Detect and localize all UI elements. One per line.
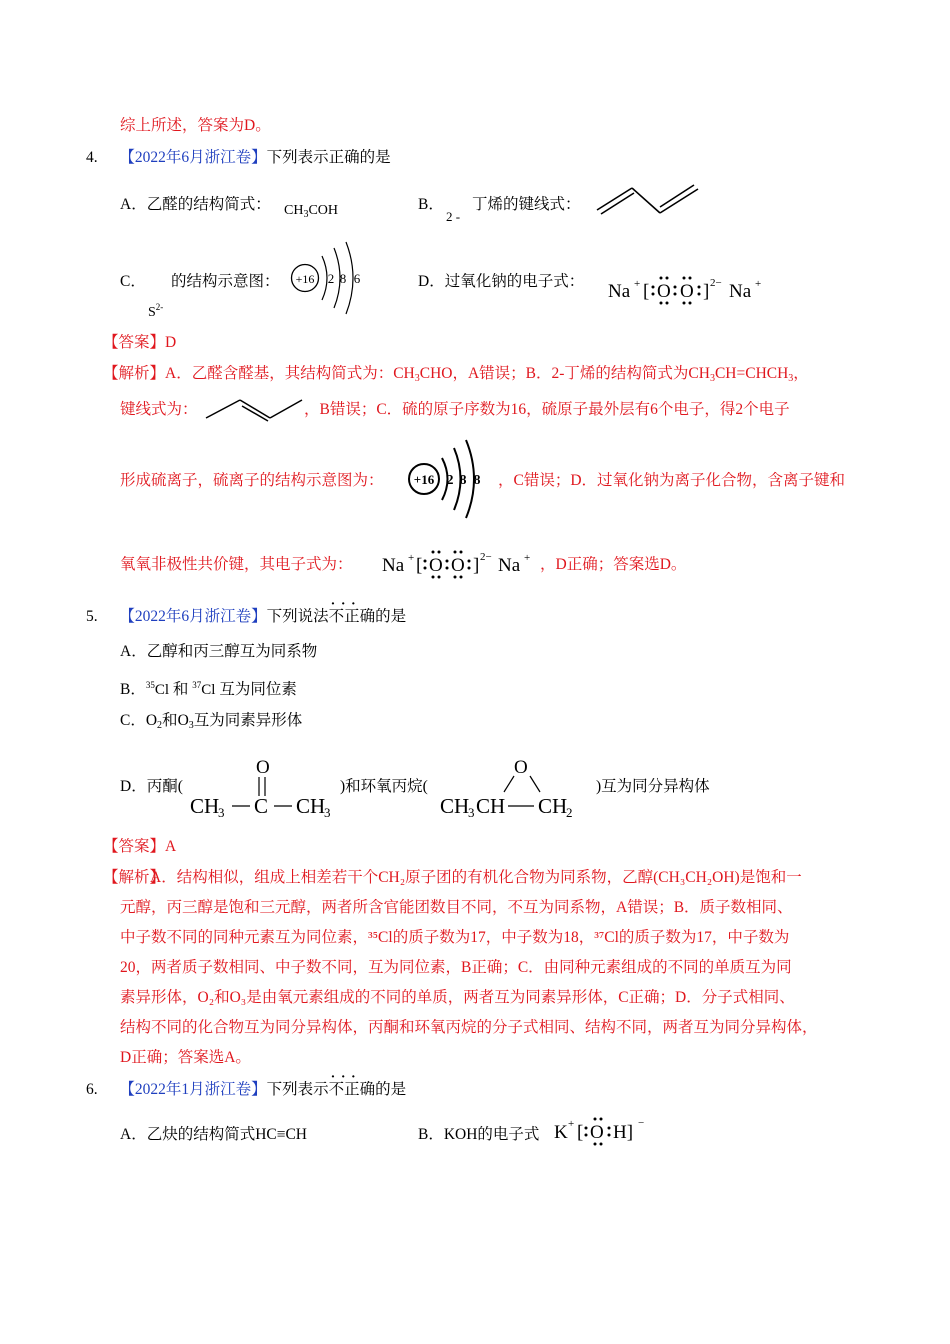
analysis-label: 【解析】 [103, 365, 166, 382]
q5-option-c: C．$O_2$和$O_3$互为同素异形体 [120, 712, 303, 731]
q5-analysis-line: 元醇，丙三醇是饱和三元醇，两者所含官能团数目不同，不互为同系物，A错误；B．质子数相同、 [120, 899, 793, 916]
emphasized-not-correct: · · · 不正确 [329, 1081, 376, 1098]
nucleus-label: +16 [413, 472, 435, 487]
svg-text:+: + [568, 1118, 575, 1130]
acetone-structure [188, 752, 338, 820]
svg-text:CH: CH [190, 794, 220, 818]
question-source: 【2022年6月浙江卷】 [119, 608, 267, 625]
svg-text:Na: Na [608, 281, 631, 302]
answer-value: D [165, 334, 177, 351]
shell-count: 8 [473, 473, 481, 488]
question-6-header: 6. 【2022年1月浙江卷】下列表示· · · 不正确的是 [86, 1080, 406, 1100]
shell-count: 6 [353, 271, 361, 286]
question-source: 【2022年1月浙江卷】 [119, 1081, 267, 1098]
butadiene-skeletal-structure [594, 183, 704, 215]
q4-answer [103, 333, 176, 353]
question-number: 4. [86, 149, 98, 166]
q5-analysis-line: 20，两者质子数相同、中子数不同，互为同位素，B正确；C．由同种元素组成的不同的单质互为同 [120, 959, 792, 976]
q4-option-b-label: B． [418, 196, 444, 213]
q4-analysis-line-1: 【解析】A．乙醛含醛基，其结构简式为：$CH_3CHO$，A错误；B．2-丁烯的结构简式为$CH_3CH=CHCH_3$， [103, 365, 809, 384]
svg-text:[: [ [416, 555, 423, 576]
svg-text:2−: 2− [480, 551, 492, 563]
q6-option-b: B．KOH的电子式 [418, 1126, 540, 1143]
q4-analysis-line-2b: ，B错误；C．硫的原子序数为16，硫原子最外层有6个电子，得2个电子 [304, 401, 790, 418]
question-4-header [86, 148, 391, 168]
q4-option-b-prefix: 2 - [446, 209, 461, 224]
2-butene-skeletal-structure [204, 394, 304, 422]
q4-option-a [120, 195, 271, 215]
question-stem: 下列表示 [266, 1081, 329, 1098]
svg-text:2−: 2− [710, 277, 722, 289]
q4-analysis-line-3a: 形成硫离子，硫离子的结构示意图为： [120, 472, 384, 489]
svg-text:O: O [256, 757, 270, 778]
q5-option-d-label: D．丙酮( [120, 778, 183, 795]
svg-text:+: + [755, 278, 762, 290]
q5-option-b: B．$^{35}$Cl 和 $^{37}$Cl 互为同位素 [120, 680, 297, 698]
svg-text:O: O [657, 281, 671, 302]
svg-text:C: C [254, 794, 269, 818]
q5-analysis-line: A．结构相似，组成上相差若干个CH₂原子团的有机化合物为同系物，乙醇(CH₃CH₂OH)是饱和一 [150, 869, 802, 886]
emphasized-not-correct: · · · 不正确 [329, 608, 376, 625]
question-number: 5. [86, 608, 98, 625]
q4-option-c-ion: $S^{2-}$ [148, 302, 164, 320]
svg-text:+: + [524, 552, 531, 564]
sodium-peroxide-electron-formula-answer [380, 544, 540, 584]
q5-option-d-end: )互为同分异构体 [596, 778, 710, 795]
q4-analysis-line-4b: ，D正确；答案选D。 [540, 556, 687, 573]
intro-conclusion: 综上所述，答案为D。 [120, 117, 271, 134]
question-5-header: 5. 【2022年6月浙江卷】下列说法· · · 不正确的是 [86, 607, 406, 627]
svg-text:3: 3 [218, 805, 225, 820]
svg-text:−: − [638, 1117, 645, 1129]
answer-value: A [165, 838, 177, 855]
svg-text:CH: CH [538, 794, 568, 818]
question-number: 6. [86, 1081, 98, 1098]
shell-count: 2 [327, 271, 335, 286]
answer-label: 【答案】 [103, 334, 166, 351]
svg-text:O: O [451, 555, 465, 576]
svg-text:Na: Na [729, 281, 752, 302]
shell-count: 2 [446, 473, 454, 488]
svg-text:CH: CH [440, 794, 470, 818]
shell-count: 8 [339, 271, 347, 286]
q4-option-d-label: D．过氧化钠的电子式： [418, 273, 585, 290]
q5-analysis-label: 【解析】 [103, 869, 166, 886]
q4-analysis-line-4a: 氧氧非极性共价键，其电子式为： [120, 556, 353, 573]
nucleus-label: +16 [295, 272, 315, 286]
svg-text:K: K [554, 1122, 568, 1143]
q4-option-a-formula: $CH_3COH$ [284, 203, 339, 220]
svg-text:O: O [680, 281, 694, 302]
propylene-oxide-structure [438, 752, 598, 820]
q4-option-c-text: 的结构示意图： [171, 273, 280, 290]
svg-text:CH: CH [476, 794, 506, 818]
sodium-peroxide-electron-formula [606, 270, 776, 310]
svg-text:CH: CH [296, 794, 326, 818]
q5-analysis-line: 结构不同的化合物互为同分异构体，丙酮和环氧丙烷的分子式相同、结构不同，两者互为同分异构体， [120, 1019, 818, 1036]
q5-answer [103, 837, 176, 857]
q4-analysis-line-2a: 键线式为： [120, 401, 198, 418]
svg-text:2: 2 [566, 805, 573, 820]
q4-option-c-label: C． [120, 273, 146, 290]
q4-option-b-text: 丁烯的键线式： [472, 196, 581, 213]
sulfide-ion-structure-diagram [404, 436, 500, 524]
question-source: 【2022年6月浙江卷】 [119, 149, 267, 166]
svg-text:+: + [408, 552, 415, 564]
q6-option-a: A．乙炔的结构简式HC≡CH [120, 1126, 307, 1143]
q5-analysis-line: 中子数不同的同种元素互为同位素，³⁵Cl的质子数为17，中子数为18，³⁷Cl的质子数为17，中子数为 [120, 929, 790, 946]
koh-electron-formula [552, 1112, 652, 1150]
q5-option-a: A．乙醇和丙三醇互为同系物 [120, 643, 318, 660]
q5-analysis-line: 素异形体，O₂和O₃是由氧元素组成的不同的单质，两者互为同素异形体，C正确；D．分子式相同、 [120, 989, 795, 1006]
q4-analysis-line-3b: ，C错误；D．过氧化钠为离子化合物，含离子键和 [498, 472, 846, 489]
svg-text:Na: Na [498, 555, 521, 576]
svg-text:O: O [514, 757, 528, 778]
shell-count: 8 [459, 473, 467, 488]
question-stem: 下列说法 [266, 608, 329, 625]
question-stem: 下列表示正确的是 [266, 149, 391, 166]
svg-text:H]: H] [613, 1122, 634, 1143]
q5-analysis-line: D正确；答案选A。 [120, 1049, 251, 1066]
svg-text:O: O [590, 1122, 604, 1143]
svg-text:[: [ [577, 1122, 584, 1143]
sulfur-atom-structure-diagram [288, 238, 372, 322]
q5-option-d-mid: )和环氧丙烷( [340, 778, 428, 795]
svg-text:Na: Na [382, 555, 405, 576]
svg-text:+: + [634, 278, 641, 290]
svg-text:3: 3 [324, 805, 331, 820]
svg-text:[: [ [643, 281, 650, 302]
svg-text:]: ] [703, 281, 710, 302]
option-label: A．乙醛的结构简式： [120, 196, 271, 213]
answer-label: 【答案】 [103, 838, 166, 855]
svg-text:3: 3 [468, 805, 475, 820]
svg-text:O: O [429, 555, 443, 576]
svg-text:]: ] [473, 555, 480, 576]
